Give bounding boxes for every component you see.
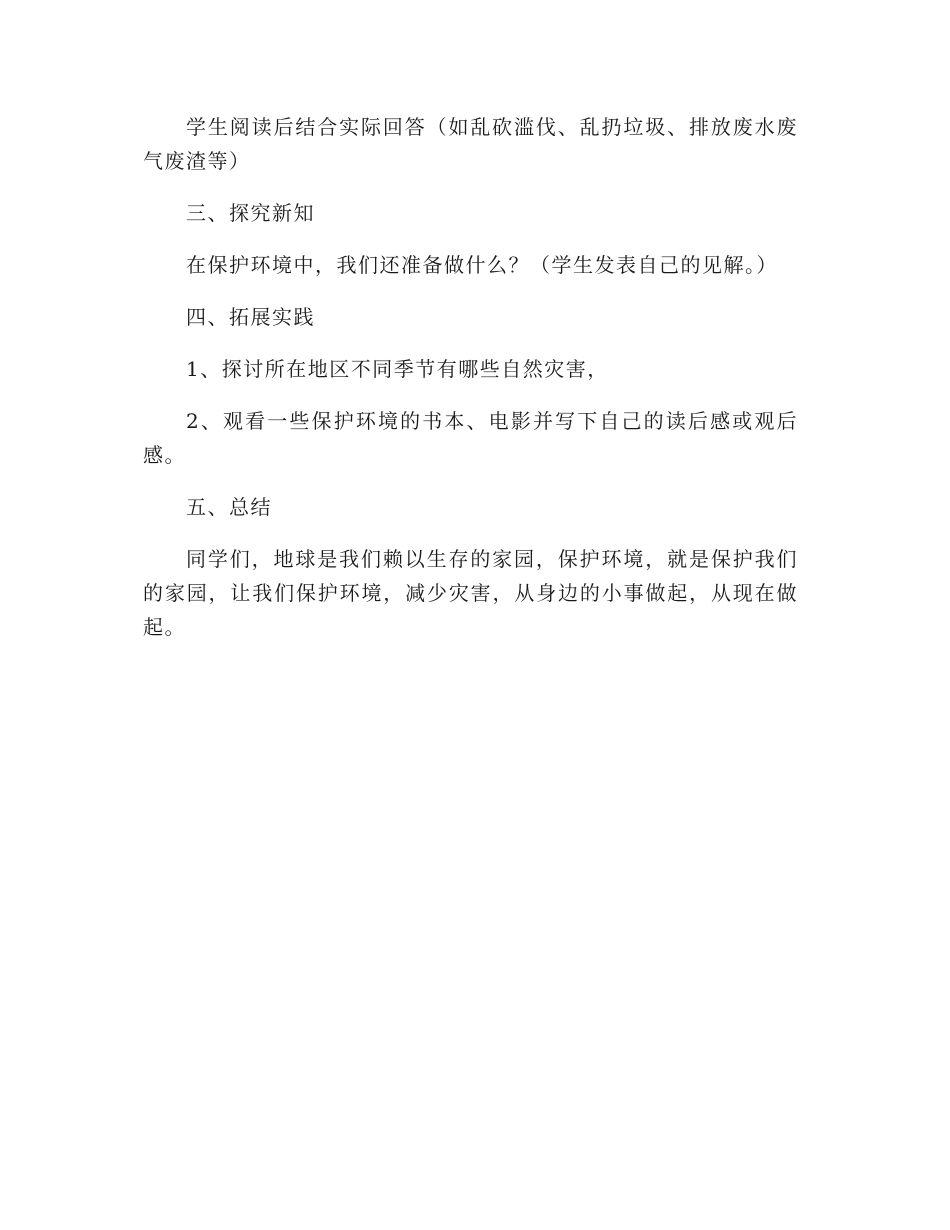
section-heading-summary: 五、总结	[186, 495, 272, 519]
summary-paragraph: 同学们，地球是我们赖以生存的家园，保护环境，就是保护我们的家园，让我们保护环境，减少灾害，从身边的小事做起，从现在做起。	[143, 547, 798, 639]
practice-item-1: 1、探讨所在地区不同季节有哪些自然灾害，	[186, 357, 609, 381]
answer-paragraph: 学生阅读后结合实际回答（如乱砍滥伐、乱扔垃圾、排放废水废气废渣等）	[143, 115, 798, 173]
section-heading-explore: 三、探究新知	[186, 201, 315, 225]
section-heading-practice: 四、拓展实践	[186, 305, 315, 329]
question-paragraph: 在保护环境中，我们还准备做什么？（学生发表自己的见解。）	[186, 253, 778, 277]
practice-item-2: 2、观看一些保护环境的书本、电影并写下自己的读后感或观后感。	[143, 409, 798, 467]
document-page	[143, 110, 798, 662]
